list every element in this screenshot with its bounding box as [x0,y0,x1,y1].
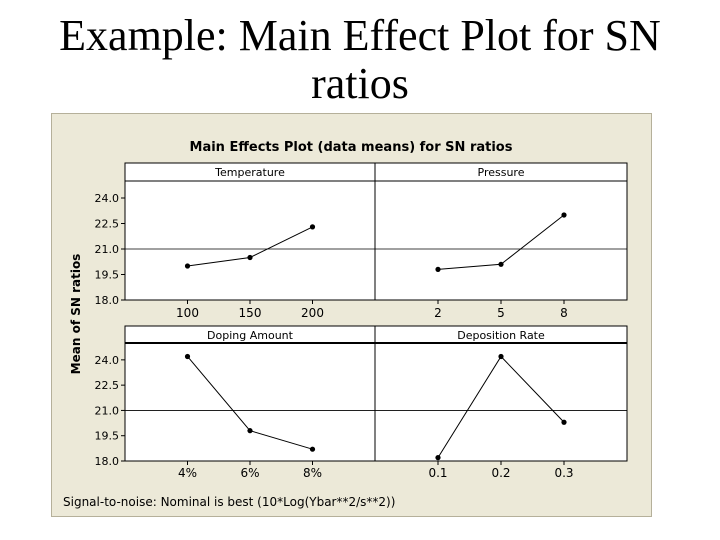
x-tick-label: 0.2 [491,466,511,480]
data-point [247,255,252,260]
main-effects-chart [52,114,651,516]
chart-title: Main Effects Plot (data means) for SN ratios [189,140,513,155]
factor-header: Deposition Rate [457,329,545,342]
y-tick-label: 21.0 [94,404,119,418]
x-tick-label: 150 [238,306,262,320]
slide-title [0,12,720,108]
y-tick-label: 24.0 [94,353,119,367]
factor-header: Temperature [215,166,285,179]
factor-header: Doping Amount [207,329,293,342]
slide-title-line-1: Example: Main Effect Plot for SN [59,11,661,60]
y-tick-label: 19.5 [94,268,119,282]
factor-header: Pressure [477,166,525,179]
data-point [435,267,440,272]
y-tick-label: 21.0 [94,243,119,256]
data-point [185,354,190,359]
x-tick-label: 6% [240,466,260,480]
x-tick-label: 5 [497,306,505,320]
data-point [247,428,252,433]
x-tick-label: 100 [176,306,199,320]
main-effects-plot-panel [51,113,652,517]
x-tick-label: 8% [302,466,323,480]
data-point [561,420,566,425]
plot-area-row-2 [125,326,627,461]
data-point [561,212,566,217]
plot-area-row-1 [125,163,627,300]
data-point [310,224,315,229]
y-tick-label: 18.0 [94,294,119,307]
data-point [435,455,440,460]
x-tick-label: 8 [560,306,568,320]
y-tick-label: 18.0 [94,455,119,468]
data-point [498,262,503,267]
y-axis-label: Mean of SN ratios [69,253,83,375]
y-tick-label: 24.0 [94,192,119,205]
x-tick-label: 200 [301,306,324,320]
data-point [310,447,315,452]
slide-title-line-2: ratios [311,59,409,108]
x-tick-label: 0.3 [554,466,574,480]
y-tick-label: 22.5 [94,217,119,231]
y-tick-label: 22.5 [94,379,119,393]
x-tick-label: 4% [177,466,198,480]
data-point [185,263,190,268]
footnote: Signal-to-noise: Nominal is best (10*Log(Ybar**2/s**2)) [63,495,396,509]
y-tick-label: 19.5 [94,429,119,443]
x-tick-label: 0.1 [428,466,448,480]
data-point [498,354,503,359]
x-tick-label: 2 [434,306,442,320]
